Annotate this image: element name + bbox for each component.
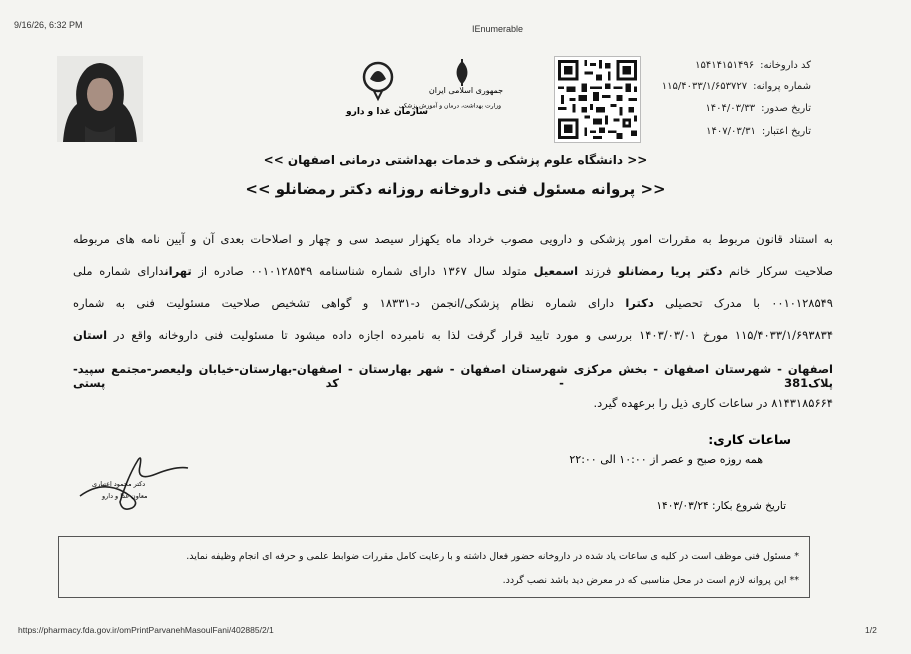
- pharmacy-code-row: [695, 60, 811, 71]
- issue-city: تهران: [164, 264, 192, 278]
- body-text: صلاحیت سرکار خانم: [729, 264, 834, 278]
- expiry-date-row: [706, 126, 811, 137]
- official-logos: [346, 55, 510, 135]
- notes-box: [58, 536, 810, 598]
- body-line-1: به استناد قانون مربوط به مقررات امور پزشکی و دارویی مصوب خرداد ماه یکهزار سیصد سی و چهار و اصلاحات بعدی آن و آیین نامه های مربوطه: [73, 232, 833, 246]
- university-title: << دانشگاه علوم پزشکی و خدمات بهداشتی درمانی اصفهان >>: [263, 153, 648, 167]
- body-line-3: [73, 296, 833, 310]
- degree: دکترا: [625, 296, 654, 310]
- iran-emblem-icon: [457, 59, 468, 86]
- meta-value: ۱۴۰۷/۰۳/۳۱: [706, 126, 756, 137]
- start-date: تاریخ شروع بکار: ۱۴۰۳/۰۳/۲۴: [656, 500, 786, 512]
- body-text: دارای شماره ملی: [73, 264, 165, 278]
- body-text: ۱۱۵/۴۰۳۳/۱/۶۹۳۸۳۴ مورخ ۱۴۰۳/۰۳/۰۱ بررسی و مورد تایید قرار گرفت لذا به نامبرده اجازه داده میشود تا مسئولیت فنی داروخانه واقع در: [113, 328, 834, 342]
- meta-label: تاریخ اعتبار:: [761, 126, 811, 137]
- holder-photo: [57, 56, 143, 142]
- meta-label: تاریخ صدور:: [761, 103, 811, 114]
- footer-url: https://pharmacy.fda.gov.ir/omPrintParvanehMasoulFani/402885/2/1: [18, 625, 274, 635]
- body-line-2: [73, 264, 833, 278]
- body-text: متولد سال ۱۳۶۷ دارای شماره شناسنامه ۰۰۱۰۱۲۸۵۴۹ صادره از: [198, 264, 527, 278]
- holder-name: دکتر پریا رمضانلو: [618, 264, 723, 278]
- body-text: فرزند: [584, 264, 612, 278]
- fda-logo-icon: [364, 63, 392, 99]
- qr-code: [554, 56, 641, 143]
- fda-name: سازمان غذا و دارو: [346, 107, 428, 117]
- meta-label: شماره پروانه:: [753, 81, 811, 92]
- ministry-line2: وزارت بهداشت، درمان و آموزش پزشکی: [398, 101, 501, 110]
- license-number-row: [662, 81, 811, 92]
- issue-date-row: [705, 103, 811, 114]
- signatory-name: دکتر محمود اعتباری: [92, 480, 146, 488]
- ministry-line1: جمهوری اسلامی ایران: [428, 86, 504, 95]
- body-line-6: ۸۱۴۳۱۸۵۶۶۴ در ساعات کاری ذیل را برعهده گیرد.: [593, 396, 833, 410]
- signature: [72, 452, 192, 514]
- print-datetime: 9/16/26, 6:32 PM: [14, 20, 83, 30]
- father-name: اسمعیل: [533, 264, 579, 278]
- body-text: ۰۰۱۰۱۲۸۵۴۹ با مدرک تحصیلی: [665, 296, 833, 310]
- province-label: استان: [73, 328, 108, 342]
- license-title: << پروانه مسئول فنی داروخانه روزانه دکتر رمضانلو >>: [245, 180, 666, 198]
- working-hours-value: همه روزه صبح و عصر از ۱۰:۰۰ الی ۲۲:۰۰: [569, 453, 763, 466]
- meta-value: ۱۴۰۴/۰۳/۳۳: [705, 103, 756, 114]
- note-1: * مسئول فنی موظف است در کلیه ی ساعات یاد شده در داروخانه حضور فعال داشته و با رعایت کامل مقررات ضوابط علمی و حرفه ای انجام وظیفه نماید.: [186, 551, 799, 562]
- meta-label: کد داروخانه:: [760, 60, 811, 71]
- note-2: ** این پروانه لازم است در محل مناسبی که در معرض دید باشد نصب گردد.: [502, 575, 799, 586]
- working-hours-title: ساعات کاری:: [708, 432, 791, 447]
- signatory-role: معاون غذا و دارو: [102, 492, 148, 500]
- page-number: 1/2: [865, 625, 877, 635]
- meta-value: ۱۱۵/۴۰۳۳/۱/۶۵۳۷۲۷: [661, 81, 748, 92]
- body-line-5-address: اصفهان - شهرستان اصفهان - بخش مرکزی شهرستان اصفهان - شهر بهارستان - اصفهان-بهارستان-خیابان ولیعصر-مجتمع سپید-پلاک381 - کد پستی: [73, 362, 833, 390]
- meta-value: ۱۵۴۱۴۱۵۱۴۹۶: [695, 60, 755, 71]
- body-line-4: [73, 328, 833, 342]
- body-text: دارای شماره نظام پزشکی/انجمن د-۱۸۳۳۱ و گواهی تشخیص صلاحیت مسئولیت فنی به شماره: [73, 296, 615, 310]
- print-title: IEnumerable: [472, 24, 524, 34]
